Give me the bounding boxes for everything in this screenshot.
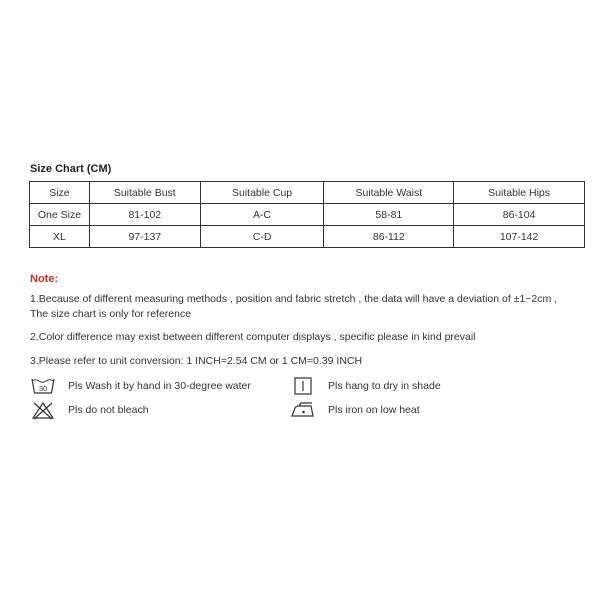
wash-temperature-label: 30 <box>38 384 48 393</box>
table-row <box>30 226 585 248</box>
care-dry <box>290 376 441 396</box>
note-line-1: 1.Because of different measuring methods , position and fabric stretch , the data will have a deviation of ±1~2cm , <box>30 293 558 305</box>
cell-bust: 81-102 <box>89 204 200 226</box>
cell-hips: 86-104 <box>454 204 585 226</box>
note-line-1-continued: The size chart is only for reference <box>30 308 192 320</box>
cell-cup: A-C <box>200 204 324 226</box>
hand-wash-30-icon <box>30 376 56 396</box>
care-iron-text: Pls iron on low heat <box>328 404 420 416</box>
note-line-3: 3.Please refer to unit conversion: 1 INCH=2.54 CM or 1 CM=0.39 INCH <box>30 355 363 367</box>
header-cup: Suitable Cup <box>200 182 324 204</box>
note-line-2: 2.Color difference may exist between different computer displays , specific please in kind prevail <box>30 331 476 343</box>
size-chart-table <box>29 181 585 248</box>
note-title: Note: <box>30 273 59 285</box>
cell-hips: 107-142 <box>454 226 585 248</box>
header-waist: Suitable Waist <box>324 182 454 204</box>
care-iron <box>290 400 420 420</box>
cell-size: One Size <box>30 204 90 226</box>
iron-low-heat-icon <box>290 400 316 420</box>
care-dry-text: Pls hang to dry in shade <box>328 380 441 392</box>
care-bleach-text: Pls do not bleach <box>68 404 149 416</box>
cell-size: XL <box>30 226 90 248</box>
hang-dry-shade-icon <box>290 376 316 396</box>
size-chart-title: Size Chart (CM) <box>30 163 112 175</box>
care-bleach <box>30 400 149 420</box>
cell-cup: C-D <box>200 226 324 248</box>
care-wash-text: Pls Wash it by hand in 30-degree water <box>68 380 251 392</box>
table-row <box>30 204 585 226</box>
cell-waist: 58-81 <box>324 204 454 226</box>
header-size: Size <box>30 182 90 204</box>
cell-waist: 86-112 <box>324 226 454 248</box>
care-wash <box>30 376 251 396</box>
cell-bust: 97-137 <box>89 226 200 248</box>
header-bust: Suitable Bust <box>89 182 200 204</box>
do-not-bleach-icon <box>30 400 56 420</box>
header-hips: Suitable Hips <box>454 182 585 204</box>
table-header-row <box>30 182 585 204</box>
